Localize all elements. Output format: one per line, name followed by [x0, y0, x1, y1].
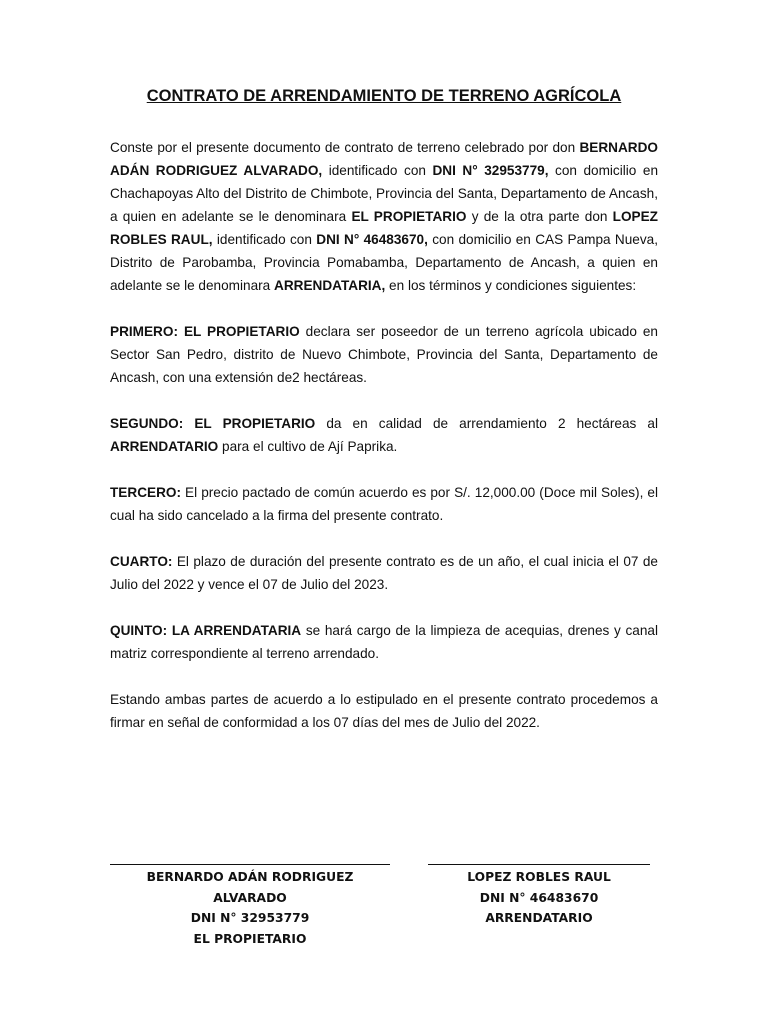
- clause-segundo-text-1: da en calidad de arrendamiento 2 hectáreas al: [315, 416, 658, 431]
- clause-quinto: [110, 619, 658, 665]
- clause-tercero: [110, 481, 658, 527]
- tenant-dni: DNI N° 46483670,: [316, 232, 428, 247]
- signature-block-owner: [110, 850, 390, 949]
- clause-segundo-text-2: para el cultivo de Ají Paprika.: [218, 439, 398, 454]
- intro-text-4: y de la otra parte don: [466, 209, 613, 224]
- signature-line-owner: [110, 850, 390, 865]
- intro-text-2: identificado con: [322, 163, 433, 178]
- signature-owner-name: BERNARDO ADÁN RODRIGUEZ ALVARADO: [146, 870, 354, 905]
- signature-tenant-dni: DNI N° 46483670: [479, 890, 599, 905]
- owner-dni: DNI N° 32953779,: [432, 163, 549, 178]
- signature-tenant-name: LOPEZ ROBLES RAUL: [467, 870, 611, 884]
- contract-document: [110, 84, 658, 757]
- intro-text-7: en los términos y condiciones siguientes:: [385, 278, 637, 293]
- clause-cuarto-label: CUARTO:: [110, 554, 173, 569]
- intro-text-6: con domicilio en CAS Pampa Nueva, Distrito de Parobamba, Provincia Pomabamba, Departamento de Ancash, a quien en adelante se le denominara: [110, 232, 658, 293]
- intro-text-5: identificado con: [212, 232, 317, 247]
- intro-paragraph: [110, 136, 658, 297]
- tenant-role: ARRENDATARIA,: [274, 278, 386, 293]
- clause-primero: [110, 320, 658, 389]
- clause-segundo-bold: ARRENDATARIO: [110, 439, 219, 454]
- clause-quinto-label: QUINTO: LA ARRENDATARIA: [110, 623, 302, 638]
- document-title: CONTRATO DE ARRENDAMIENTO DE TERRENO AGRÍCOLA: [146, 87, 622, 105]
- owner-role: EL PROPIETARIO: [351, 209, 467, 224]
- intro-text-3: con domicilio en Chachapoyas Alto del Distrito de Chimbote, Provincia del Santa, Departamento de Ancash, a quien en adelante se le denominara: [110, 163, 659, 224]
- signature-tenant-role: ARRENDATARIO: [485, 911, 593, 925]
- signature-owner-dni: DNI N° 32953779: [190, 911, 310, 925]
- clause-primero-text: declara ser poseedor de un terreno agrícola ubicado en Sector San Pedro, distrito de Nuevo Chimbote, Provincia del Santa, Departamento de Ancash, con una extensión de2 hectáreas.: [110, 324, 658, 385]
- signature-line-tenant: [428, 850, 650, 865]
- signature-block-tenant: [428, 850, 650, 929]
- clause-primero-label: PRIMERO: EL PROPIETARIO: [110, 324, 300, 339]
- signature-section: [110, 850, 658, 946]
- clause-cuarto-text: El plazo de duración del presente contrato es de un año, el cual inicia el 07 de Julio del 2022 y vence el 07 de Julio del 2023.: [110, 554, 658, 592]
- intro-text-1: Conste por el presente documento de contrato de terreno celebrado por don: [110, 140, 580, 155]
- clause-quinto-text: se hará cargo de la limpieza de acequias, drenes y canal matriz correspondiente al terreno arrendado.: [110, 623, 658, 661]
- clause-cuarto: [110, 550, 658, 596]
- clause-segundo: [110, 412, 658, 458]
- signature-owner-role: EL PROPIETARIO: [193, 931, 307, 946]
- owner-name: BERNARDO ADÁN RODRIGUEZ ALVARADO,: [110, 140, 658, 178]
- tenant-name: LOPEZ ROBLES RAUL,: [110, 209, 658, 247]
- clause-tercero-label: TERCERO:: [110, 485, 181, 500]
- closing-paragraph: Estando ambas partes de acuerdo a lo estipulado en el presente contrato procedemos a firmar en señal de conformidad a los 07 días del mes de Julio del 2022.: [110, 692, 658, 730]
- clause-segundo-label: SEGUNDO: EL PROPIETARIO: [110, 416, 316, 431]
- clause-tercero-text: El precio pactado de común acuerdo es por S/. 12,000.00 (Doce mil Soles), el cual ha sido cancelado a la firma del presente contrato.: [110, 485, 658, 523]
